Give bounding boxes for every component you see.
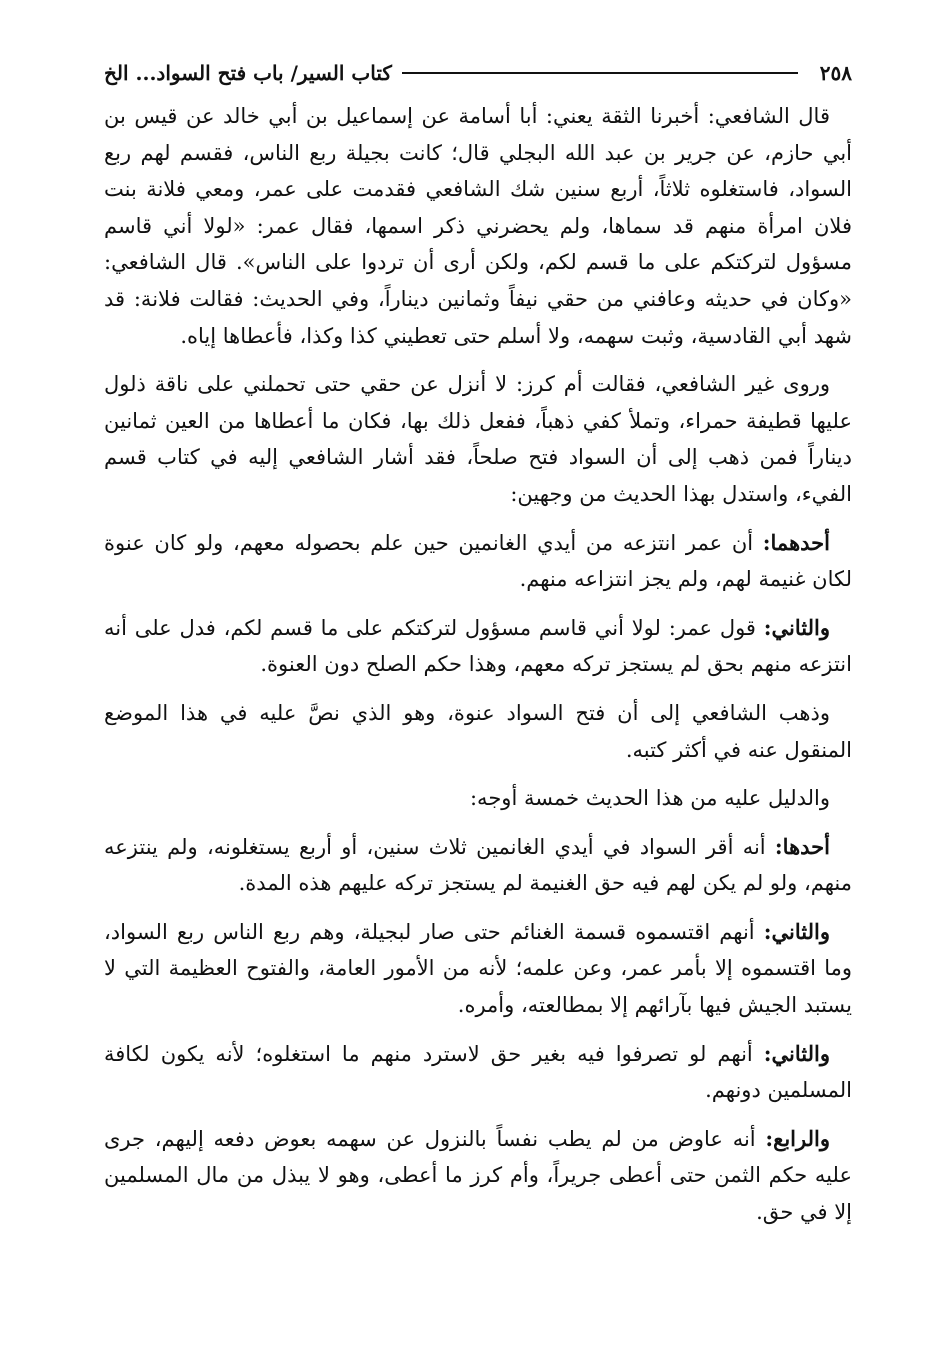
paragraph-7-lead: أحدها: [774,833,830,859]
paragraph-7-text: أنه أقر السواد في أيدي الغانمين ثلاث سنين، أو أربع يستغلونه، ولم ينتزعه منهم، ولو لم يكن لهم فيه حق الغنيمة لم يستجز تركه عليهم هذه المدة. [104,834,852,896]
paragraph-10-text: أنه عاوض من لم يطب نفساً بالنزول عن سهمه بعوض دفعه إليهم، جرى عليه حكم الثمن حتى أعطى جريراً، وأم كرز ما أعطى، وهو لا يبذل من مال المسلمين إلا في حق. [104,1126,852,1225]
paragraph-5 [104,695,852,768]
paragraph-10 [104,1121,852,1231]
paragraph-7 [104,829,852,902]
paragraph-8-lead: والثاني: [763,918,831,944]
paragraph-9-text: أنهم لو تصرفوا فيه بغير حق لاسترد منهم ما استغلوه؛ لأنه يكون لكافة المسلمين دونهم. [104,1041,852,1103]
paragraph-3 [104,525,852,598]
paragraph-1-text: قال الشافعي: أخبرنا الثقة يعني: أبا أسامة عن إسماعيل بن أبي خالد عن قيس بن أبي حازم، عن جرير بن عبد الله البجلي قال؛ كانت بجيلة ربع الناس، فقسم لهم ربع السواد، فاستغلوه ثلاثاً، أربع سنين شك الشافعي فقدمت على عمر، ومعي فلانة بنت فلان امرأة منهم قد سماها، ولم يحضرني ذكر اسمها، فقال عمر: «لولا أني قاسم مسؤول لتركتكم على ما قسم لكم، ولكن أرى أن تردوا على الناس». قال الشافعي: «وكان في حديثه وعافني من حقي نيفاً وثمانين ديناراً، وفي الحديث: فقالت فلانة: قد شهد أبي القادسية، وثبت سهمه، ولا أسلم حتى تعطيني كذا وكذا، فأعطاها إياه. [104,104,852,348]
running-title: كتاب السير/ باب فتح السواد... الخ [104,61,392,85]
paragraph-9-lead: والثاني: [763,1040,830,1066]
paragraph-1 [104,98,852,354]
page-number: ٢٥٨ [819,61,852,85]
paragraph-3-lead: أحدهما: [762,529,830,555]
paragraph-8-text: أنهم اقتسموه قسمة الغنائم حتى صار لبجيلة، وهم ربع الناس ربع السواد، وما اقتسموه إلا بأمر عمر، وعن علمه؛ لأنه من الأمور العامة، والفتوح العظيمة التي لا يستبد الجيش فيها بآرائهم إلا بمطالعته، وأمره. [104,919,852,1018]
paragraph-4 [104,610,852,683]
paragraph-4-lead: والثاني: [763,614,830,640]
page-header [104,56,852,90]
paragraph-8 [104,914,852,1024]
paragraph-2-text: وروى غير الشافعي، فقالت أم كرز: لا أنزل عن حقي حتى تحملني على ناقة ذلول عليها قطيفة حمراء، وتملأ كفي ذهباً، ففعل ذلك بها، فكان ما أعطاها من العين ثمانين ديناراً فمن ذهب إلى أن السواد فتح صلحاً، فقد أشار الشافعي إليه في كتاب قسم الفيء، واستدل بهذا الحديث من وجهين: [104,372,852,506]
page-body [104,98,852,1243]
paragraph-9 [104,1036,852,1109]
paragraph-10-lead: والرابع: [765,1125,830,1151]
paragraph-4-text: قول عمر: لولا أني قاسم مسؤول لتركتكم على ما قسم لكم، فدل على أنه انتزعه منهم بحق لم يستجز تركه معهم، وهذا حكم الصلح دون العنوة. [104,615,852,677]
paragraph-5-text: وذهب الشافعي إلى أن فتح السواد عنوة، وهو الذي نصَّ عليه في هذا الموضع المنقول عنه في أكثر كتبه. [104,700,852,762]
paragraph-2 [104,366,852,512]
paragraph-6 [104,780,852,817]
paragraph-3-text: أن عمر انتزعه من أيدي الغانمين حين علم بحصوله معهم، ولو كان عنوة لكان غنيمة لهم، ولم يجز انتزاعه منهم. [104,530,852,592]
header-rule [402,72,798,74]
paragraph-6-text: والدليل عليه من هذا الحديث خمسة أوجه: [469,786,830,811]
